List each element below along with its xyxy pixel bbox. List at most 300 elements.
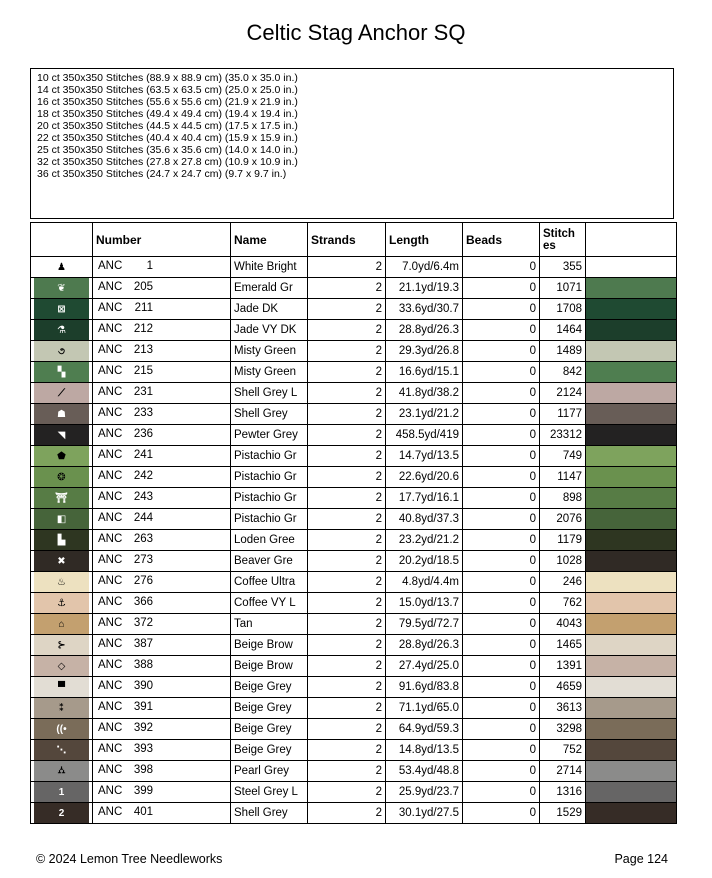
thread-code: 241 [133,449,153,461]
table-row [31,677,677,698]
length-cell: 16.6yd/15.1 [386,362,463,383]
page-title: Celtic Stag Anchor SQ [246,20,466,45]
length-cell: 27.4yd/25.0 [386,656,463,677]
symbol-cell [31,383,93,404]
number-cell [93,677,231,698]
length-cell: 30.1yd/27.5 [386,803,463,824]
name-cell: Jade DK [231,299,308,320]
length-cell: 15.0yd/13.7 [386,593,463,614]
thread-brand: ANC [98,722,123,734]
stitches-cell: 1147 [540,467,586,488]
number-cell [93,719,231,740]
table-row [31,656,677,677]
thread-brand: ANC [98,743,123,755]
table-row [31,404,677,425]
beads-cell: 0 [463,467,540,488]
length-cell: 25.9yd/23.7 [386,782,463,803]
strands-cell: 2 [308,635,386,656]
name-cell: Shell Grey [231,404,308,425]
symbol-cell [31,740,93,761]
thread-brand: ANC [98,785,123,797]
stitch-symbol-icon: ▙ [34,530,89,550]
stitch-symbol-icon: ❦ [34,278,89,298]
length-cell: 458.5yd/419 [386,425,463,446]
thread-code: 215 [133,365,153,377]
color-swatch [586,698,677,719]
swatch-header [586,223,677,257]
symbol-cell [31,719,93,740]
length-cell: 23.2yd/21.2 [386,530,463,551]
strands-cell: 2 [308,278,386,299]
color-swatch [586,320,677,341]
color-swatch [586,299,677,320]
table-header-row [31,223,677,257]
symbol-cell [31,635,93,656]
number-cell [93,593,231,614]
table-row [31,467,677,488]
fabric-size-line: 16 ct 350x350 Stitches (55.6 x 55.6 cm) (21.9 x 21.9 in.) [37,96,298,108]
fabric-size-line: 20 ct 350x350 Stitches (44.5 x 44.5 cm) (17.5 x 17.5 in.) [37,120,298,132]
strands-cell: 2 [308,488,386,509]
beads-cell: 0 [463,761,540,782]
table-row [31,320,677,341]
thread-brand: ANC [98,491,123,503]
length-cell: 17.7yd/16.1 [386,488,463,509]
stitch-symbol-icon: ✖ [34,551,89,571]
strands-cell: 2 [308,740,386,761]
length-cell: 7.0yd/6.4m [386,257,463,278]
length-cell: 14.8yd/13.5 [386,740,463,761]
strands-cell: 2 [308,782,386,803]
beads-cell: 0 [463,425,540,446]
beads-cell: 0 [463,572,540,593]
stitches-cell: 4659 [540,677,586,698]
thread-code: 372 [133,617,153,629]
stitch-symbol-icon: ◇ [34,656,89,676]
number-cell [93,803,231,824]
strands-cell: 2 [308,803,386,824]
strands-cell: 2 [308,446,386,467]
stitches-cell: 1489 [540,341,586,362]
table-row [31,614,677,635]
thread-code: 387 [133,638,153,650]
beads-cell: 0 [463,656,540,677]
stitch-symbol-icon: ૭ [34,341,89,361]
symbol-cell [31,803,93,824]
table-row [31,572,677,593]
stitch-symbol-icon: ◧ [34,509,89,529]
stitch-symbol-icon: ⋱ [34,740,89,760]
color-swatch [586,551,677,572]
symbol-cell [31,320,93,341]
strands-cell: 2 [308,551,386,572]
stitches-cell: 1391 [540,656,586,677]
number-cell [93,299,231,320]
stitch-symbol-icon: 2 [34,803,89,823]
strands-cell: 2 [308,404,386,425]
beads-cell: 0 [463,698,540,719]
name-cell: Beige Brow [231,635,308,656]
number-cell [93,320,231,341]
thread-brand: ANC [98,407,123,419]
stitches-cell: 2124 [540,383,586,404]
thread-brand: ANC [98,659,123,671]
beads-cell: 0 [463,341,540,362]
length-cell: 71.1yd/65.0 [386,698,463,719]
stitches-cell: 1177 [540,404,586,425]
number-cell [93,467,231,488]
symbol-header [31,223,93,257]
stitch-symbol-icon: ▚ [34,362,89,382]
beads-cell: 0 [463,509,540,530]
length-cell: 21.1yd/19.3 [386,278,463,299]
thread-brand: ANC [98,680,123,692]
stitch-symbol-icon: ⌂ [34,614,89,634]
name-cell: Jade VY DK [231,320,308,341]
strands-cell: 2 [308,761,386,782]
stitches-cell: 2714 [540,761,586,782]
number-cell [93,656,231,677]
stitch-symbol-icon: ⊱ [34,635,89,655]
beads-cell: 0 [463,593,540,614]
thread-code: 392 [133,722,153,734]
beads-header: Beads [463,223,540,257]
number-cell [93,257,231,278]
stitches-cell: 1028 [540,551,586,572]
table-row [31,509,677,530]
color-swatch [586,446,677,467]
stitch-symbol-icon: ⊠ [34,299,89,319]
color-swatch [586,740,677,761]
beads-cell: 0 [463,488,540,509]
table-row [31,362,677,383]
thread-brand: ANC [98,344,123,356]
thread-code: 211 [134,302,153,314]
table-row [31,257,677,278]
beads-cell: 0 [463,362,540,383]
stitch-symbol-icon: ◥ [34,425,89,445]
thread-code: 399 [133,785,153,797]
strands-cell: 2 [308,341,386,362]
strands-cell: 2 [308,257,386,278]
beads-cell: 0 [463,614,540,635]
length-cell: 40.8yd/37.3 [386,509,463,530]
name-cell: Steel Grey L [231,782,308,803]
name-cell: Pewter Grey [231,425,308,446]
length-cell: 28.8yd/26.3 [386,635,463,656]
fabric-size-line: 36 ct 350x350 Stitches (24.7 x 24.7 cm) (9.7 x 9.7 in.) [37,168,287,180]
symbol-cell [31,530,93,551]
symbol-cell [31,341,93,362]
name-cell: Pistachio Gr [231,446,308,467]
number-cell [93,551,231,572]
symbol-cell [31,782,93,803]
length-cell: 29.3yd/26.8 [386,341,463,362]
number-cell [93,362,231,383]
thread-brand: ANC [98,512,123,524]
strands-cell: 2 [308,320,386,341]
fabric-size-line: 10 ct 350x350 Stitches (88.9 x 88.9 cm) (35.0 x 35.0 in.) [37,72,298,84]
number-cell [93,341,231,362]
stitch-symbol-icon: ▀ [34,677,89,697]
beads-cell: 0 [463,719,540,740]
color-swatch [586,530,677,551]
beads-cell: 0 [463,320,540,341]
thread-code: 212 [133,323,153,335]
symbol-cell [31,509,93,530]
name-cell: Pistachio Gr [231,509,308,530]
stitch-symbol-icon: 1 [34,782,89,802]
thread-code: 243 [133,491,153,503]
length-cell: 53.4yd/48.8 [386,761,463,782]
fabric-size-line: 18 ct 350x350 Stitches (49.4 x 49.4 cm) (19.4 x 19.4 in.) [37,108,298,120]
table-row [31,593,677,614]
table-row [31,803,677,824]
thread-brand: ANC [98,554,123,566]
stitches-cell: 898 [540,488,586,509]
length-cell: 23.1yd/21.2 [386,404,463,425]
stitch-symbol-icon: ❂ [34,467,89,487]
name-cell: Emerald Gr [231,278,308,299]
thread-brand: ANC [98,449,123,461]
name-cell: White Bright [231,257,308,278]
thread-code: 401 [133,806,153,818]
beads-cell: 0 [463,782,540,803]
color-swatch [586,404,677,425]
stitches-cell: 749 [540,446,586,467]
strands-cell: 2 [308,572,386,593]
beads-cell: 0 [463,299,540,320]
thread-code: 242 [133,470,153,482]
number-cell [93,614,231,635]
symbol-cell [31,257,93,278]
strands-cell: 2 [308,656,386,677]
number-cell [93,488,231,509]
symbol-cell [31,362,93,383]
beads-cell: 0 [463,446,540,467]
number-cell [93,425,231,446]
strands-cell: 2 [308,425,386,446]
thread-code: 273 [133,554,153,566]
thread-brand: ANC [98,617,123,629]
thread-brand: ANC [98,701,123,713]
beads-cell: 0 [463,530,540,551]
thread-code: 231 [133,386,153,398]
fabric-size-line: 22 ct 350x350 Stitches (40.4 x 40.4 cm) (15.9 x 15.9 in.) [37,132,298,144]
beads-cell: 0 [463,257,540,278]
name-cell: Shell Grey [231,803,308,824]
stitches-cell: 355 [540,257,586,278]
stitches-cell: 23312 [540,425,586,446]
table-row [31,425,677,446]
name-cell: Beige Grey [231,719,308,740]
length-cell: 64.9yd/59.3 [386,719,463,740]
thread-brand: ANC [98,428,123,440]
color-swatch [586,257,677,278]
symbol-cell [31,698,93,719]
strands-cell: 2 [308,677,386,698]
table-row [31,698,677,719]
table-row [31,782,677,803]
symbol-cell [31,614,93,635]
thread-code: 244 [133,512,153,524]
table-row [31,530,677,551]
stitches-cell: 842 [540,362,586,383]
number-cell [93,383,231,404]
thread-code: 213 [133,344,153,356]
name-cell: Beige Grey [231,740,308,761]
table-row [31,341,677,362]
table-row [31,635,677,656]
stitch-symbol-icon: ⁑ [34,698,89,718]
beads-cell: 0 [463,677,540,698]
stitches-cell: 1179 [540,530,586,551]
thread-code: 388 [133,659,153,671]
stitches-cell: 1529 [540,803,586,824]
thread-brand: ANC [98,302,123,314]
thread-brand: ANC [98,533,123,545]
symbol-cell [31,404,93,425]
beads-cell: 0 [463,635,540,656]
name-cell: Pistachio Gr [231,488,308,509]
thread-code: 366 [133,596,153,608]
stitches-cell: 4043 [540,614,586,635]
number-cell [93,446,231,467]
length-cell: 20.2yd/18.5 [386,551,463,572]
thread-legend-table [30,222,677,824]
symbol-cell [31,446,93,467]
color-swatch [586,761,677,782]
thread-code: 263 [133,533,153,545]
number-cell [93,782,231,803]
length-cell: 91.6yd/83.8 [386,677,463,698]
stitches-cell: 2076 [540,509,586,530]
name-header: Name [231,223,308,257]
thread-brand: ANC [98,260,123,272]
stitch-symbol-icon: ((• [34,719,89,739]
stitches-cell: 1316 [540,782,586,803]
stitch-symbol-icon: ⛼ [34,761,89,781]
table-row [31,383,677,404]
symbol-cell [31,278,93,299]
thread-code: 391 [133,701,153,713]
thread-brand: ANC [98,575,123,587]
color-swatch [586,782,677,803]
name-cell: Loden Gree [231,530,308,551]
number-cell [93,698,231,719]
number-cell [93,572,231,593]
color-swatch [586,509,677,530]
thread-code: 236 [133,428,153,440]
thread-code: 398 [133,764,153,776]
thread-code: 276 [133,575,153,587]
table-row [31,278,677,299]
name-cell: Misty Green [231,341,308,362]
table-row [31,551,677,572]
thread-brand: ANC [98,596,123,608]
strands-header: Strands [308,223,386,257]
symbol-cell [31,761,93,782]
symbol-cell [31,656,93,677]
thread-brand: ANC [98,638,123,650]
symbol-cell [31,488,93,509]
stitches-cell: 1464 [540,320,586,341]
thread-brand: ANC [98,323,123,335]
fabric-size-line: 14 ct 350x350 Stitches (63.5 x 63.5 cm) (25.0 x 25.0 in.) [37,84,298,96]
fabric-size-list [30,68,674,219]
stitches-cell: 762 [540,593,586,614]
strands-cell: 2 [308,299,386,320]
thread-code: 205 [133,281,153,293]
strands-cell: 2 [308,614,386,635]
color-swatch [586,425,677,446]
strands-cell: 2 [308,530,386,551]
table-row [31,488,677,509]
number-cell [93,530,231,551]
color-swatch [586,572,677,593]
color-swatch [586,593,677,614]
strands-cell: 2 [308,719,386,740]
beads-cell: 0 [463,803,540,824]
stitch-symbol-icon: ♨ [34,572,89,592]
stitches-cell: 3298 [540,719,586,740]
strands-cell: 2 [308,593,386,614]
strands-cell: 2 [308,509,386,530]
name-cell: Beige Grey [231,698,308,719]
table-row [31,761,677,782]
number-header: Number [93,223,231,257]
thread-brand: ANC [98,386,123,398]
thread-code: 1 [146,260,153,272]
length-cell: 33.6yd/30.7 [386,299,463,320]
color-swatch [586,278,677,299]
thread-brand: ANC [98,806,123,818]
color-swatch [586,341,677,362]
stitch-symbol-icon: ♟ [34,257,89,277]
name-cell: Shell Grey L [231,383,308,404]
color-swatch [586,383,677,404]
symbol-cell [31,551,93,572]
length-cell: 41.8yd/38.2 [386,383,463,404]
stitches-cell: 1708 [540,299,586,320]
strands-cell: 2 [308,383,386,404]
table-row [31,740,677,761]
length-cell: 22.6yd/20.6 [386,467,463,488]
stitches-header: Stitch es [540,223,586,257]
thread-brand: ANC [98,764,123,776]
beads-cell: 0 [463,404,540,425]
fabric-size-line: 25 ct 350x350 Stitches (35.6 x 35.6 cm) (14.0 x 14.0 in.) [37,144,298,156]
stitches-cell: 1465 [540,635,586,656]
stitches-cell: 1071 [540,278,586,299]
beads-cell: 0 [463,383,540,404]
symbol-cell [31,425,93,446]
stitches-cell: 3613 [540,698,586,719]
strands-cell: 2 [308,698,386,719]
color-swatch [586,614,677,635]
number-cell [93,509,231,530]
color-swatch [586,362,677,383]
color-swatch [586,803,677,824]
length-cell: 14.7yd/13.5 [386,446,463,467]
thread-code: 393 [133,743,153,755]
color-swatch [586,467,677,488]
table-row [31,446,677,467]
name-cell: Tan [231,614,308,635]
name-cell: Pistachio Gr [231,467,308,488]
table-row [31,299,677,320]
name-cell: Misty Green [231,362,308,383]
